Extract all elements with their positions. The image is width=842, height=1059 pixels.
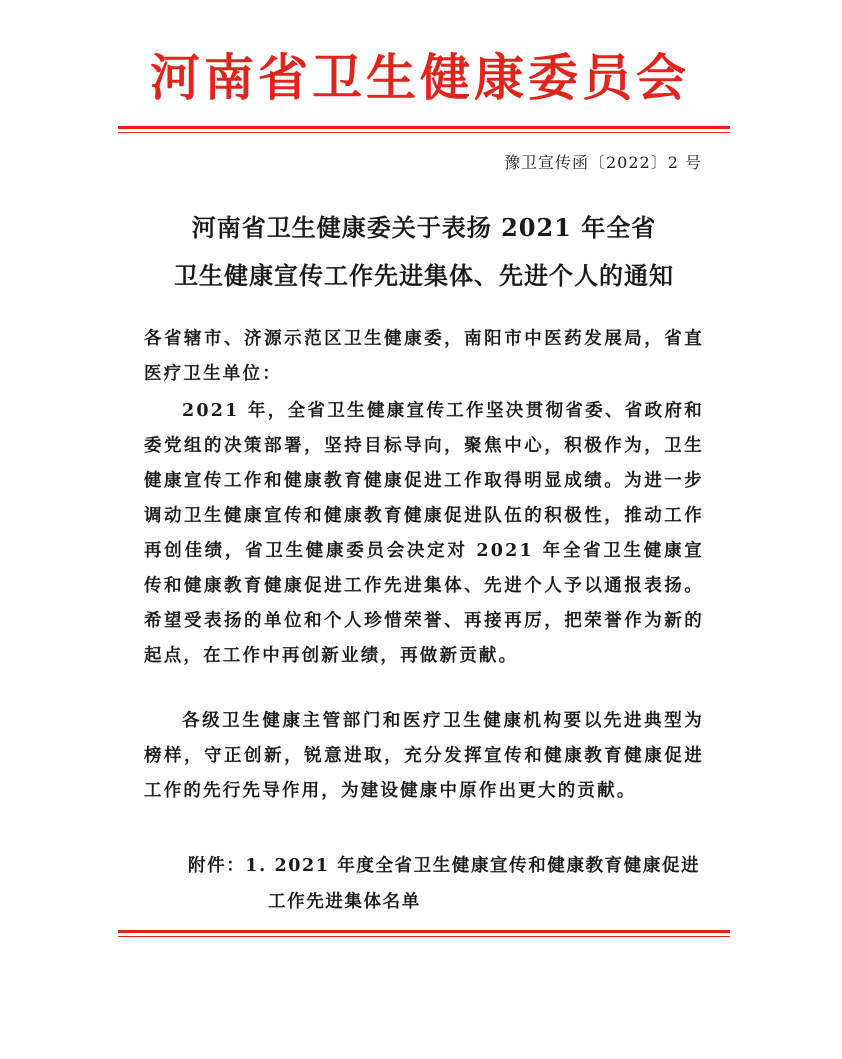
document-title-line-1: 河南省卫生健康委关于表扬 2021 年全省 xyxy=(191,213,657,242)
footer-rule-thick xyxy=(118,930,730,933)
footer-red-rule xyxy=(118,930,730,937)
attachment-list xyxy=(188,848,708,920)
header-red-rule xyxy=(118,126,730,133)
header-rule-thick xyxy=(118,126,730,129)
header-rule-thin xyxy=(118,132,730,133)
body-paragraph-2: 各级卫生健康主管部门和医疗卫生健康机构要以先进典型为榜样，守正创新，锐意进取，充分发挥宣传和健康教育健康促进工作的先行先导作用，为建设健康中原作出更大的贡献。 xyxy=(144,711,704,801)
organization-header: 河南省卫生健康委员会 xyxy=(150,48,690,107)
attachment-item-1: 附件：1. 2021 年度全省卫生健康宣传和健康教育健康促进 xyxy=(188,856,701,876)
footer-rule-thin xyxy=(118,936,730,937)
document-number: 豫卫宣传函〔2022〕2 号 xyxy=(504,153,702,172)
salutation: 各省辖市、济源示范区卫生健康委，南阳市中医药发展局，省直医疗卫生单位： xyxy=(144,329,704,384)
attachment-item-1-continued: 工作先进集体名单 xyxy=(268,892,421,912)
document-title-line-2: 卫生健康宣传工作先进集体、先进个人的通知 xyxy=(174,261,674,290)
body-paragraph-1: 2021 年，全省卫生健康宣传工作坚决贯彻省委、省政府和委党组的决策部署，坚持目标导向，聚焦中心，积极作为，卫生健康宣传工作和健康教育健康促进工作取得明显成绩。为进一步调动卫生健康宣传和健康教育健康促进队伍的积极性，推动工作再创佳绩，省卫生健康委员会决定对 2021 年全省卫生健康宣传和健康教育健康促进工作先进集体、先进个人予以通报表扬。希望受表扬的单位和个人珍惜荣誉、再接再厉，把荣誉作为新的起点，在工作中再创新业绩，再做新贡献。 xyxy=(144,401,704,666)
